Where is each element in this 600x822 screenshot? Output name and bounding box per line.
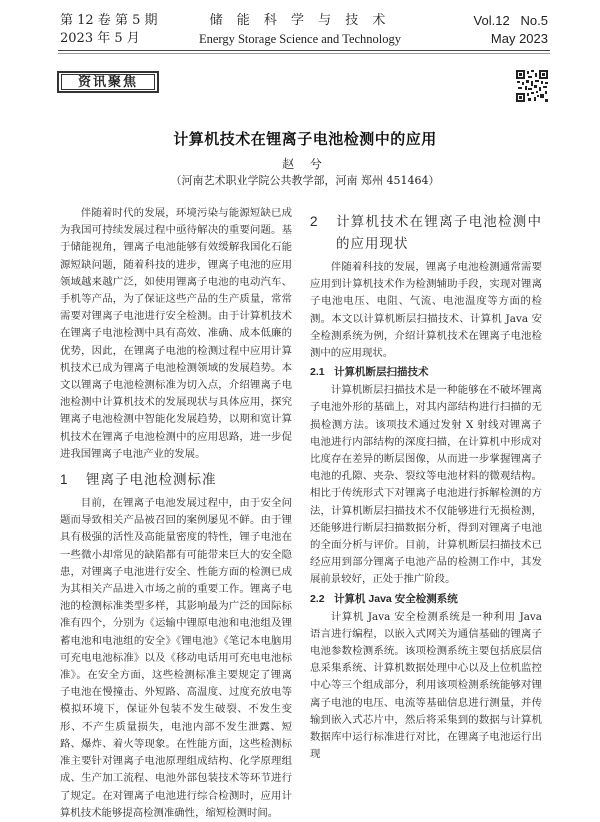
journal-issue-info-en [470,12,548,48]
section-2-paragraph: 伴随着科技的发展，锂离子电池检测通常需要应用到计算机技术作为检测辅助手段，实现对锂离子电池电压、电阻、气流、电池温度等方面的检测。本文以计算机断层扫描技术、计算机 Java 安全检测系统为例，介绍计算机技术在锂离子电池检测中的应用现状。 [310,261,542,360]
subsection-2-2-paragraph: 计算机 Java 安全检测系统是一种利用 Java 语言进行编程，以嵌入式网关为通信基础的锂离子电池参数检测系统。该项检测系统主要包括底层信息采集系统、计算机数据处理中心以及上位机监控中心等三个组成部分，利用该项检测系统能够对锂离子电池的电压、电流等基础信息进行测量，并传输到嵌入式芯片中，然后将采集到的数据与计算机数据库中运行标准进行对比，在锂离子电池运行出现 [310,610,542,761]
header-rule [58,50,550,51]
column-tag-label: 资讯聚焦 [61,74,155,90]
body-column-right [310,205,542,770]
subsection-2-1-number: 2.1 [310,366,325,379]
body-column-left [60,205,292,819]
qr-code-icon [516,70,548,102]
date-en: May 2023 [490,31,548,46]
journal-name [190,12,410,48]
section-1-heading [60,469,292,491]
section-1-paragraph: 目前，在锂离子电池发展过程中，由于安全问题而导致相关产品被召回的案例屡见不鲜。由于锂具有极强的活性及高能量密度的特性，锂子电池在一些微小却常见的缺陷都有可能带来巨大的安全隐患，对锂离子电池进行安全、性能方面的检测已成为其相关产品进入市场之前的重要工作。锂离子电池的检测标准类型多样，其影响最为广泛的国际标准有四个，分别为《运输中锂原电池和电池组及锂蓄电池和电池组的安全》《锂电池》《笔记本电脑用可充电电池标准》以及《移动电话用可充电电池标准》。在安全方面，这些检测标准主要规定了锂离子电池在慢撞击、外短路、高温度、过度充放电等模拟环境下，保证外包装不发生破裂、不发生变形、不产生质量损失，电池内部不发生泄露、短路、爆炸、着火等现象。在性能方面，这些检测标准主要针对锂离子电池原理组成结构、化学原理组成、生产加工流程、电池外部包装技术等环节进行了规定。在对锂离子电池进行综合检测时，应用计算机技术能够提高检测准确性，缩短检测时间。 [60,497,292,819]
date-cn: 2023 年 5 月 [60,31,140,46]
journal-issue-info-cn [60,12,170,48]
volume-cn: 第 12 卷 第 5 期 [60,13,158,28]
journal-name-en: Energy Storage Science and Technology [198,32,402,46]
intro-paragraph: 伴随着时代的发展，环境污染与能源短缺已成为我国可持续发展过程中亟待解决的重要问题。基于储能视角，锂离子电池能够有效缓解我国化石能源短缺问题，随着科技的进步，锂离子电池的应用领域越来越广泛，如使用锂离子电池的电动汽车、手机等产品，为了保证这些产品的生产质量，常常需要对锂离子电池进行安全检测。由于计算机技术在锂离子电池检测中具有高效、准确、成本低廉的优势，因此，在锂离子电池的检测过程中应用计算机技术已成为锂离子电池检测领域的发展趋势。本文以锂离子电池检测标准为切入点，介绍锂离子电池检测中计算机技术的发展现状与具体应用，探究锂离子电池检测中智能化发展趋势，以期和宽计算机技术在锂离子电池检测中的应用思路，进一步促进我国锂离子电池产业的发展。 [60,207,292,460]
volume-en: Vol.12 No.5 [473,13,548,28]
article-title: 计算机技术在锂离子电池检测中的应用 [173,130,437,148]
subsection-2-1-heading [310,363,542,381]
section-1-title: 锂离子电池检测标准 [86,472,217,489]
subsection-2-2-title: 计算机 Java 安全检测系统 [334,592,458,605]
article-author: 赵 兮 [282,157,328,171]
article-affiliation: （河南艺术职业学院公共教学部，河南 郑州 451464） [170,174,440,187]
subsection-2-2-number: 2.2 [310,592,325,605]
section-1-number: 1 [60,472,68,488]
section-2-number: 2 [310,214,318,229]
subsection-2-1-paragraph: 计算机断层扫描技术是一种能够在不破坏锂离子电池外形的基础上，对其内部结构进行扫描的无损检测方法。该项技术通过发射 X 射线对锂离子电池进行内部结构的深度扫描，在计算机中形成对比度存在差异的断层图像，从而进一步掌握锂离子电池的孔隙、夹杂、裂纹等电池材料的微观结构。相比于传统形式下对锂离子电池进行拆解检测的方法，计算机断层扫描技术不仅能够进行无损检测，还能够进行断层扫描数据分析，得到对锂离子电池的全面分析与评价。目前，计算机断层扫描技术已经应用到部分锂离子电池产品的检测工作中，其发展前景较好，正处于推广阶段。 [310,384,542,586]
column-tag [57,71,159,93]
header-rule-thin [58,53,550,54]
section-2-title: 计算机技术在锂离子电池检测中的应用现状 [336,214,542,252]
subsection-2-1-title: 计算机断层扫描技术 [334,366,429,379]
subsection-2-2-heading [310,590,542,608]
section-2-heading [310,211,542,255]
journal-name-cn: 储 能 科 学 与 技 术 [209,13,391,28]
